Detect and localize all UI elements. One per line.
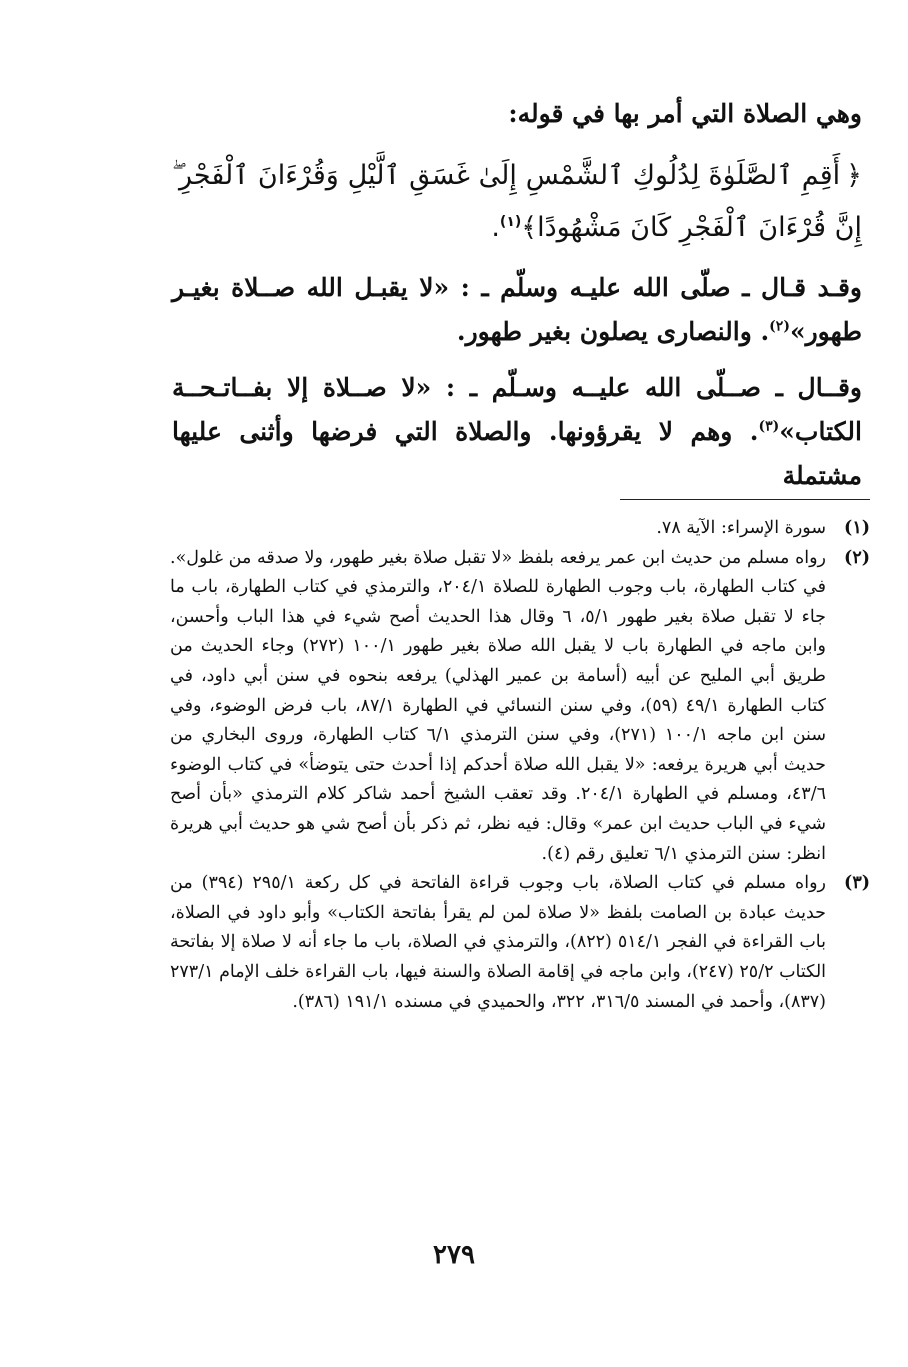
footnote-divider [620,499,870,500]
footnote-number: (٢) [844,547,870,568]
footnote-3 [170,869,870,1017]
footnote-text: رواه مسلم من حديث ابن عمر يرفعه بلفظ «لا تقبل صلاة بغير طهور، ولا صدقه من غلول». في كتاب الطهارة، باب وجوب الطهارة للصلاة ٢٠٤/١، والترمذي في كتاب الطهارة، باب ما جاء لا تقبل صلاة بغير طهور ٥/١، ٦ وقال هذا الحديث أصح شيء في هذا الباب وأحسن، وابن ماجه في الطهارة باب لا يقبل الله صلاة بغير طهور ١٠٠/١ (٢٧٢) وجاء الحديث من طريق أبي المليح عن أبيه (أسامة بن عمير الهذلي) يرفعه بنحوه في سنن أبي داود، في كتاب الطهارة ٤٩/١ (٥٩)، وفي سنن النسائي في الطهارة ٨٧/١، باب فرض الوضوء، وفي سنن ابن ماجه ١٠٠/١ (٢٧١)، وفي سنن الترمذي ٦/١ كتاب الطهارة، وروى البخاري من حديث أبي هريرة يرفعه: «لا يقبل الله صلاة أحدكم إذا أحدث حتى يتوضأ» في كتاب الوضوء ٤٣/٦، ومسلم في الطهارة ٢٠٤/١. وقد تعقب الشيخ أحمد شاكر كلام الترمذي «بأن أصح شيء في الباب حديث ابن عمر» وقال: فيه نظر، ثم ذكر بأن أصح شي هو حديث أبي هريرة انظر: سنن الترمذي ٦/١ تعليق رقم (٤). [170,547,827,864]
hadith-1-text: وقـد قـال ـ صلّى الله عليـه وسلّم ـ : «لا يقبـل الله صــلاة بغيـر طهور» [172,273,862,346]
main-text [172,92,862,498]
verse-period: . [491,212,500,243]
quran-verse [172,150,862,254]
hadith-2-text: وقــال ـ صــلّى الله عليــه وسـلّم ـ : «لا صــلاة إلا بفــاتـحــة الكتاب» [172,373,862,446]
footnote-number: (٣) [844,873,870,894]
verse-open-bracket: ﴿ [846,160,862,191]
hadith-paragraph-2 [172,366,862,498]
footnotes-list [170,514,870,1017]
footnote-ref-1: (١) [499,214,522,230]
intro-text: وهي الصلاة التي أمر بها في قوله: [508,99,862,128]
footnote-2 [170,544,870,870]
footnote-ref-3: (٣) [758,418,780,435]
intro-line [172,92,862,136]
verse-close-bracket: ﴾ [521,212,538,243]
footnote-text: رواه مسلم في كتاب الصلاة، باب وجوب قراءة الفاتحة في كل ركعة ٢٩٥/١ (٣٩٤) من حديث عبادة بن الصامت بلفظ «لا صلاة لمن لم يقرأ بفاتحة الكتاب» وأبو داود في الصلاة، باب القراءة في الفجر ٥١٤/١ (٨٢٢)، والترمذي في الصلاة، باب ما جاء أنه لا صلاة إلا بفاتحة الكتاب ٢٥/٢ (٢٤٧)، وابن ماجه في إقامة الصلاة والسنة فيها، باب القراءة خلف الإمام ٢٧٣/١ (٨٣٧)، وأحمد في المسند ٣١٦/٥، ٣٢٢، والحميدي في مسنده ١٩١/١ (٣٨٦). [170,873,827,1012]
page-number: ٢٧٩ [433,1240,475,1270]
footnote-number: (١) [844,518,870,538]
footnote-ref-2: (٢) [769,318,790,335]
hadith-1-after: . والنصارى يصلون بغير طهور. [456,317,770,346]
footnote-1 [170,514,870,544]
hadith-paragraph-1 [172,266,862,354]
verse-text: أَقِمِ ٱلصَّلَوٰةَ لِدُلُوكِ ٱلشَّمْسِ إِلَىٰ غَسَقِ ٱلَّيْلِ وَقُرْءَانَ ٱلْفَجْرِ ۖ إِنَّ قُرْءَانَ ٱلْفَجْرِ كَانَ مَشْهُودًا [172,160,862,243]
hadith-2-after: . وهم لا يقرؤونها. والصلاة التي فرضها وأثنى عليها مشتملة [172,417,862,490]
footnote-text: سورة الإسراء: الآية ٧٨. [656,518,826,538]
